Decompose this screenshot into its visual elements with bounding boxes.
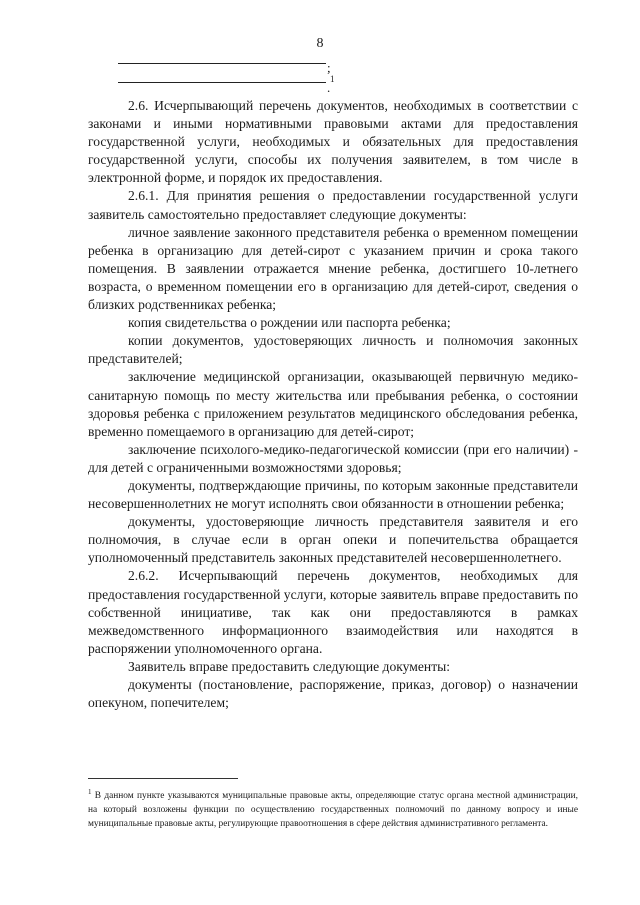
subsection-2-6-1: 2.6.1. Для принятия решения о предоставлении государственной услуги заявитель самостоятельно предоставляет следующие документы: (88, 188, 578, 222)
footnote-reference: 1 (330, 74, 335, 84)
blank-fill-line (118, 82, 326, 83)
list-item: документы (постановление, распоряжение, приказ, договор) о назначении опекуном, попечителем; (88, 677, 578, 711)
list-item: копии документов, удостоверяющих личность и полномочия законных представителей; (88, 333, 578, 367)
paragraph: Заявитель вправе предоставить следующие документы: (128, 658, 451, 674)
footnote-text: В данном пункте указываются муниципальные правовые акты, определяющие статус органа местной администрации, на который возложены функции по осуществлению государственных полномочий по данному вопросу и иные муниципальные правовые акты, регулирующие правоотношения в сфере действия административного регламента. (88, 791, 578, 830)
footnote-number: 1 (88, 788, 92, 796)
subsection-2-6-2: 2.6.2. Исчерпывающий перечень документов, необходимых для предоставления государственной услуги, которые заявитель вправе предоставить по собственной инициативе, так как они предоставляются в рамках межведомственного информационного взаимодействия или находятся в распоряжении уполномоченного органа. (88, 568, 578, 656)
blank-fill-line (118, 63, 326, 64)
list-item: заключение медицинской организации, оказывающей первичную медико-санитарную помощь по месту жительства или пребывания ребенка, о состоянии здоровья ребенка с приложением результатов медицинского обследования ребенка, временно помещаемого в организацию для детей-сирот; (88, 369, 578, 439)
blank-line-punctuation: ; (327, 60, 331, 75)
footnote-separator (88, 778, 238, 779)
document-body (88, 97, 578, 712)
list-item: личное заявление законного представителя ребенка о временном помещении ребенка в организацию для детей-сирот с указанием причин и срока такого помещения. В заявлении отражается мнение ребенка, достигшего 10-летнего возраста, о временном помещении его в организацию для детей-сирот, сведения о близких родственниках ребенка; (88, 224, 578, 313)
list-item: документы, удостоверяющие личность представителя заявителя и его полномочия, в случае если в орган опеки и попечительства обращается уполномоченный представитель законных представителей несовершеннолетнего. (88, 514, 578, 566)
section-heading-2-6: 2.6. Исчерпывающий перечень документов, необходимых в соответствии с законами и иными нормативными правовыми актами для предоставления государственной услуги, необходимых и обязательных для предоставления государственной услуги, способы их получения заявителем, в том числе в электронной форме, и порядок их предоставления. (88, 98, 578, 186)
footnote (88, 785, 578, 831)
list-item: заключение психолого-медико-педагогической комиссии (при его наличии) - для детей с ограниченными возможностями здоровья; (88, 441, 578, 475)
page-number: 8 (316, 36, 324, 51)
blank-line-punctuation: . (327, 80, 331, 95)
list-item: документы, подтверждающие причины, по которым законные представители несовершеннолетних не могут исполнять свои обязанности в отношении ребенка; (88, 477, 578, 512)
list-item: копия свидетельства о рождении или паспорта ребенка; (128, 315, 451, 331)
